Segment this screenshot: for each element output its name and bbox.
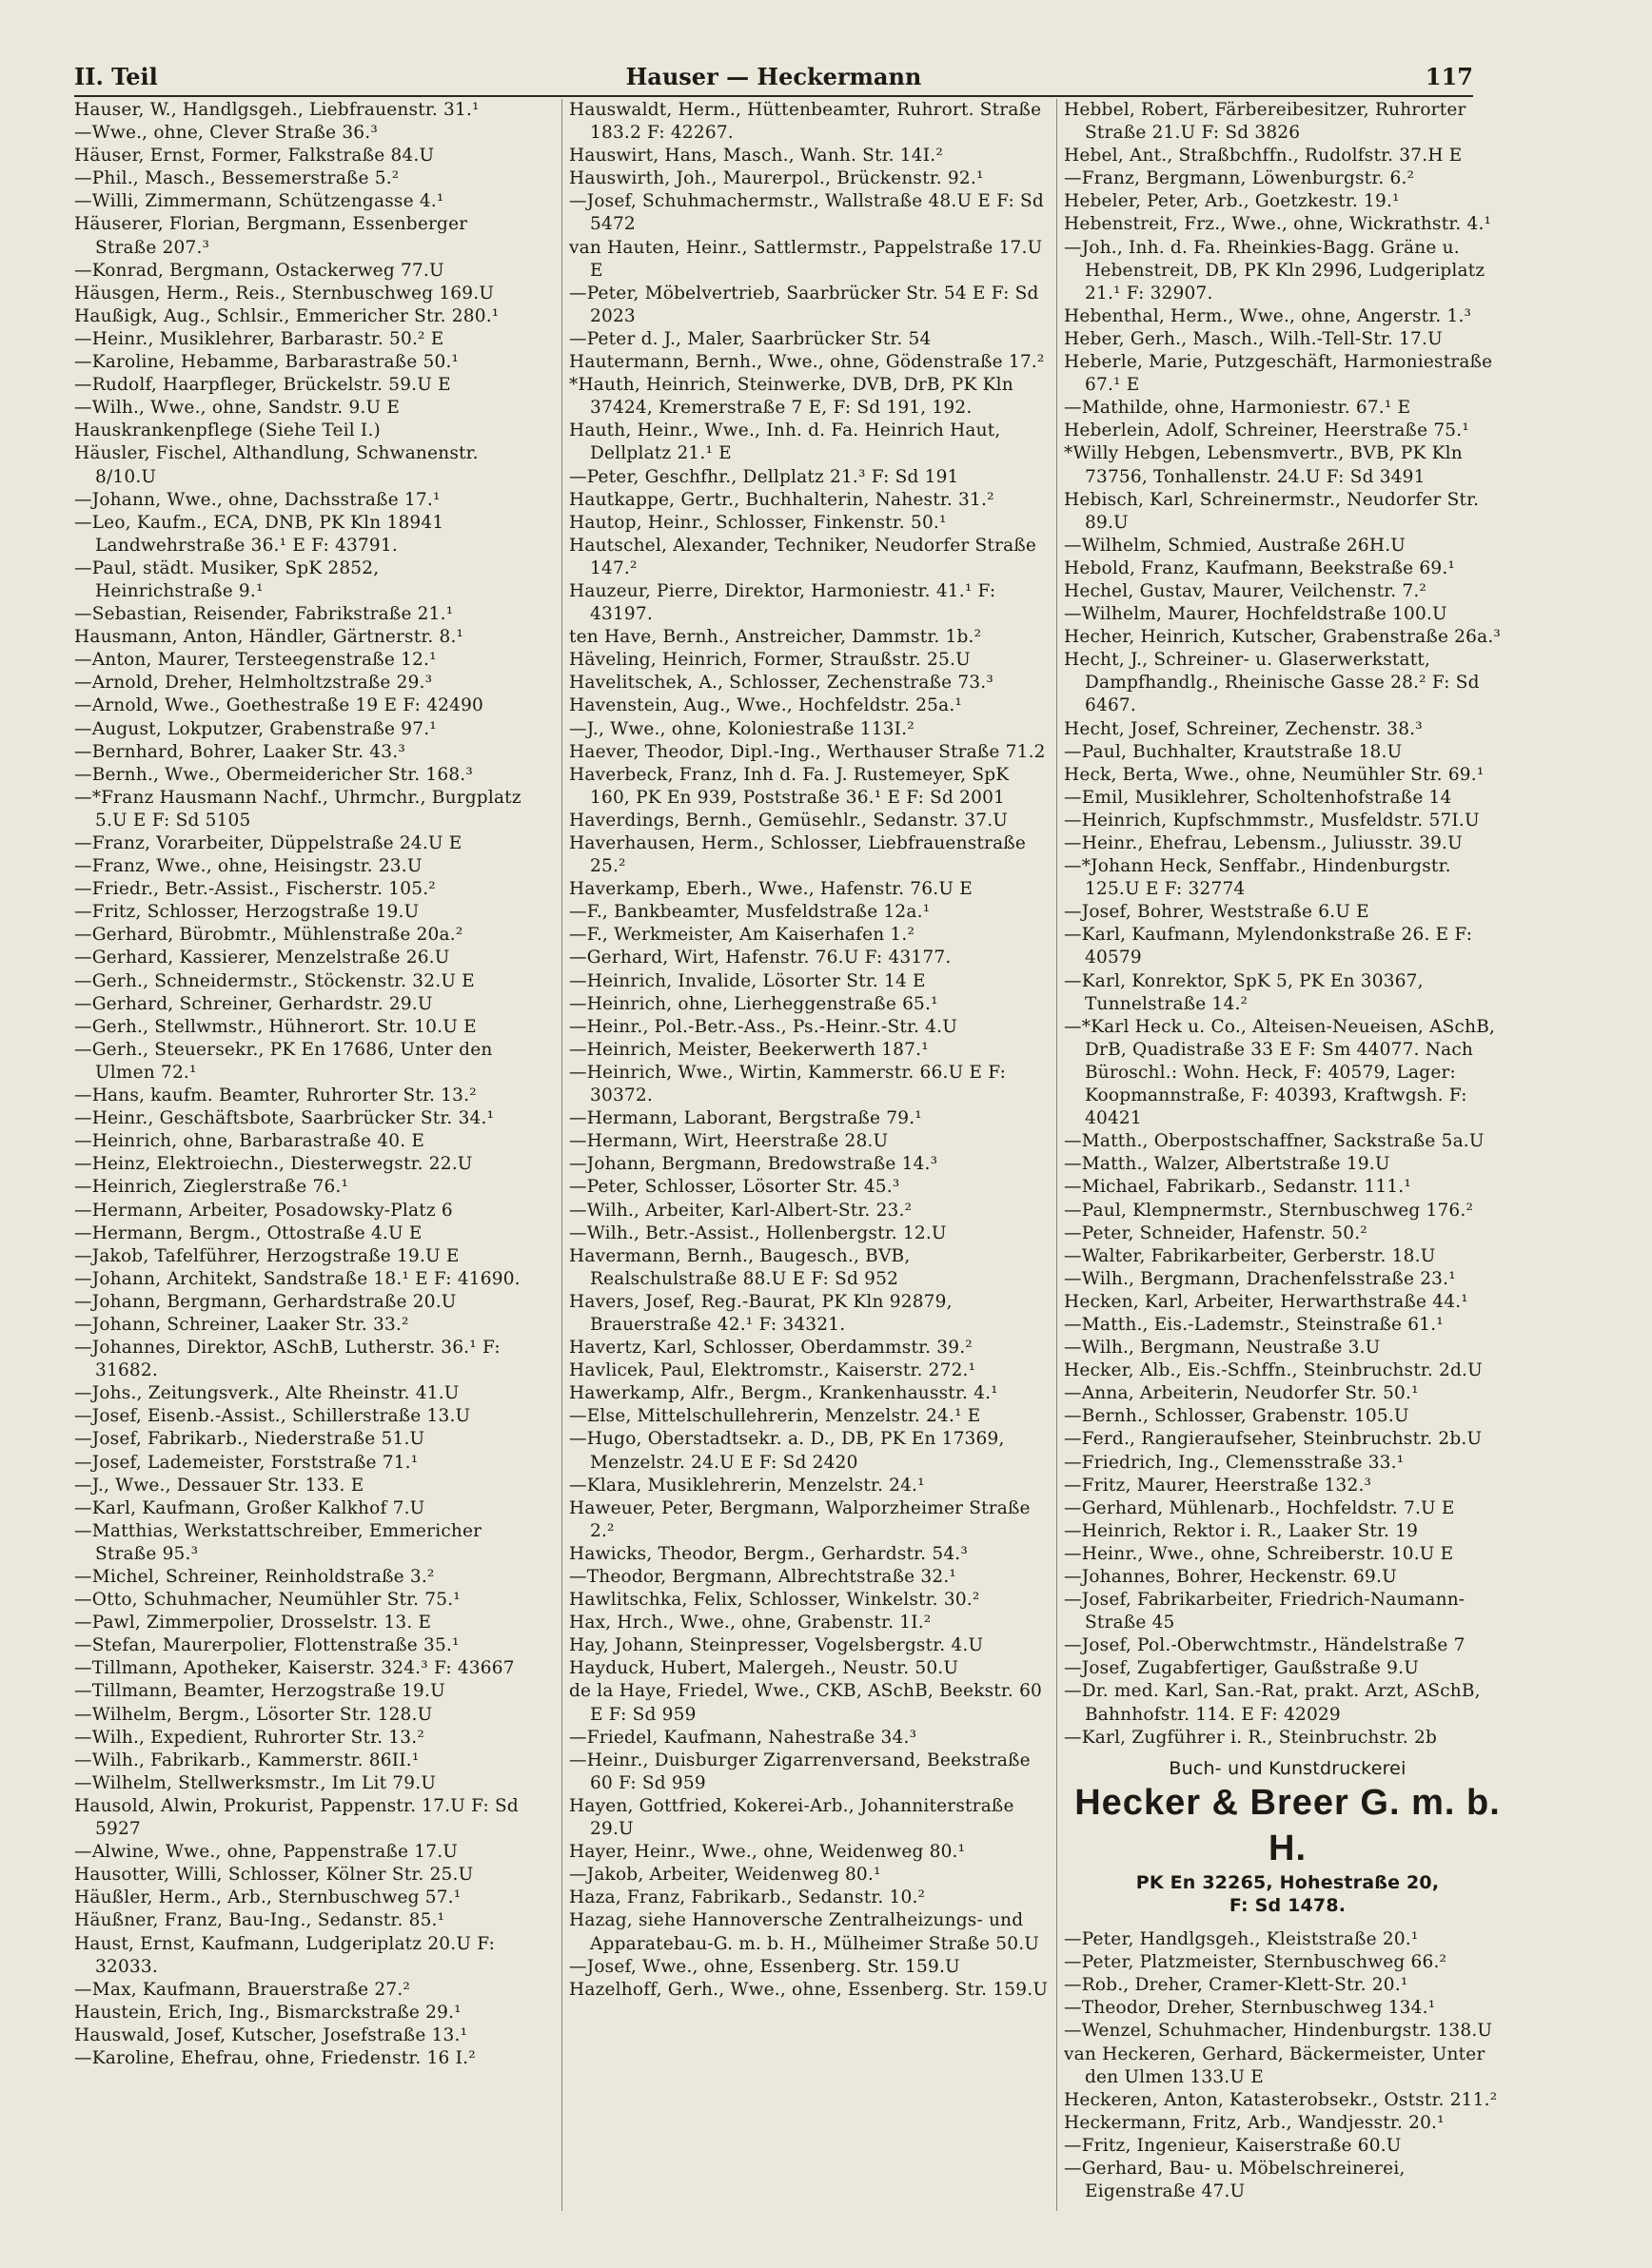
directory-entry: Heberlein, Adolf, Schreiner, Heerstraße 75.¹ — [1064, 420, 1469, 441]
directory-entry: Hazag, siehe Hannoversche Zentralheizungs- und Apparatebau-G. m. b. H., Mülheimer Straße 50.U — [569, 1910, 1040, 1954]
directory-entry: —Heinr., Pol.-Betr.-Ass., Ps.-Heinr.-Str. 4.U — [569, 1016, 958, 1037]
directory-entry: —Fritz, Schlosser, Herzogstraße 19.U — [74, 902, 420, 923]
column-3-entries — [1064, 99, 1511, 1750]
directory-entry: —Hermann, Wirt, Heerstraße 28.U — [569, 1131, 889, 1152]
directory-entry: —Michel, Schreiner, Reinholdstraße 3.² — [74, 1567, 435, 1587]
directory-entry: Hazelhoff, Gerh., Wwe., ohne, Essenberg. Str. 159.U — [569, 1979, 1049, 2000]
directory-entry: —Friedrich, Ing., Clemensstraße 33.¹ — [1064, 1452, 1405, 1473]
directory-entry: —Stefan, Maurerpolier, Flottenstraße 35.¹ — [74, 1635, 460, 1656]
directory-entry: —Max, Kaufmann, Brauerstraße 27.² — [74, 1979, 411, 2000]
directory-entry: —Jakob, Tafelführer, Herzogstraße 19.U E — [74, 1245, 460, 1266]
directory-entry: Hecht, J., Schreiner- u. Glaserwerkstatt, Dampfhandlg., Rheinische Gasse 28.² F: Sd 6467. — [1064, 650, 1480, 716]
directory-entry: Hausold, Alwin, Prokurist, Pappenstr. 17.U F: Sd 5927 — [74, 1795, 519, 1840]
directory-entry: —Heinrich, Meister, Beekerwerth 187.¹ — [569, 1039, 929, 1060]
directory-entry: —Joh., Inh. d. Fa. Rheinkies-Bagg. Gräne u. Hebenstreit, DB, PK Kln 2996, Ludgeriplatz 21.¹ F: 32907. — [1064, 237, 1485, 303]
directory-entry: —*Franz Hausmann Nachf., Uhrmchr., Burgplatz 5.U E F: Sd 5105 — [74, 787, 521, 831]
directory-entry: —Sebastian, Reisender, Fabrikstraße 21.¹ — [74, 604, 454, 625]
directory-entry: —Wilh., Bergmann, Drachenfelsstraße 23.¹ — [1064, 1268, 1456, 1289]
directory-entry: Hautermann, Bernh., Wwe., ohne, Gödenstraße 17.² — [569, 352, 1045, 373]
directory-entry: —Josef, Fabrikarbeiter, Friedrich-Naumann-Straße 45 — [1064, 1590, 1465, 1633]
directory-entry: Hebeler, Peter, Arb., Goetzkestr. 19.¹ — [1064, 191, 1400, 212]
directory-entry: —Matth., Oberpostschaffner, Sackstraße 5a.U — [1064, 1131, 1485, 1152]
directory-entry: —Dr. med. Karl, San.-Rat, prakt. Arzt, ASchB, Bahnhofstr. 114. E F: 42029 — [1064, 1681, 1481, 1725]
directory-entry: Hecher, Heinrich, Kutscher, Grabenstraße 26a.³ — [1064, 627, 1502, 648]
directory-entry: Hauswirth, Joh., Maurerpol., Brückenstr. 92.¹ — [569, 168, 984, 189]
directory-entry: Havertz, Karl, Schlosser, Oberdammstr. 39.² — [569, 1338, 973, 1359]
directory-entry: Häußner, Franz, Bau-Ing., Sedanstr. 85.¹ — [74, 1910, 445, 1931]
directory-entry: —Heinr., Wwe., ohne, Schreiberstr. 10.U E — [1064, 1543, 1454, 1564]
directory-entry: Hawlitschka, Felix, Schlosser, Winkelstr. 30.² — [569, 1590, 980, 1611]
directory-entry: —Hermann, Laborant, Bergstraße 79.¹ — [569, 1108, 922, 1129]
directory-entry: Hechel, Gustav, Maurer, Veilchenstr. 7.² — [1064, 580, 1427, 601]
directory-entry: —Heinrich, Zieglerstraße 76.¹ — [74, 1177, 349, 1198]
directory-entry: Hauswaldt, Herm., Hüttenbeamter, Ruhrort. Straße 183.2 F: 42267. — [569, 100, 1042, 144]
directory-entry: Haust, Ernst, Kaufmann, Ludgeriplatz 20.U F: 32033. — [74, 1933, 496, 1977]
directory-entry: Häusler, Fischel, Althandlung, Schwanenstr. 8/10.U — [74, 443, 479, 487]
directory-entry: —J., Wwe., ohne, Koloniestraße 113I.² — [569, 718, 914, 739]
advert-line-3: PK En 32265, Hohestraße 20, — [1135, 1871, 1440, 1893]
directory-entry: —Karl, Zugführer i. R., Steinbruchstr. 2b — [1064, 1727, 1438, 1748]
directory-entry: —Heinz, Elektroiechn., Diesterwegstr. 22.U — [74, 1154, 473, 1175]
directory-entry: —Johs., Zeitungsverk., Alte Rheinstr. 41.U — [74, 1383, 460, 1404]
directory-entry: —Willi, Zimmermann, Schützengasse 4.¹ — [74, 191, 444, 212]
directory-entry: —Wilh., Arbeiter, Karl-Albert-Str. 23.² — [569, 1200, 913, 1221]
directory-entry: —Johann, Architekt, Sandstraße 18.¹ E F: 41690. — [74, 1268, 521, 1289]
directory-entry: Haverdings, Bernh., Gemüsehlr., Sedanstr. 37.U — [569, 810, 1009, 831]
directory-entry: —Pawl, Zimmerpolier, Drosselstr. 13. E — [74, 1613, 432, 1633]
directory-entry: —Theodor, Bergmann, Albrechtstraße 32.¹ — [569, 1567, 957, 1587]
directory-entry: —Josef, Fabrikarb., Niederstraße 51.U — [74, 1429, 425, 1450]
directory-entry: —Paul, Buchhalter, Krautstraße 18.U — [1064, 741, 1403, 762]
directory-entry: —Peter, Schlosser, Lösorter Str. 45.³ — [569, 1177, 900, 1198]
directory-entry: —Karl, Kaufmann, Mylendonkstraße 26. E F: 40579 — [1064, 925, 1473, 968]
directory-entry: —Matth., Walzer, Albertstraße 19.U — [1064, 1154, 1390, 1175]
directory-entry: —*Johann Heck, Senffabr., Hindenburgstr. 125.U E F: 32774 — [1064, 856, 1451, 900]
directory-entry: —Tillmann, Apotheker, Kaiserstr. 324.³ F: 43667 — [74, 1658, 515, 1679]
directory-entry: —Johannes, Bohrer, Heckenstr. 69.U — [1064, 1567, 1397, 1587]
directory-entry: —Matthias, Werkstattschreiber, Emmericher Straße 95.³ — [74, 1520, 482, 1564]
section-label: II. Teil — [74, 63, 158, 90]
directory-entry: Hayer, Heinr., Wwe., ohne, Weidenweg 80.¹ — [569, 1842, 966, 1863]
directory-entry: —Ferd., Rangieraufseher, Steinbruchstr. 2b.U — [1064, 1429, 1483, 1450]
directory-entry: —Josef, Bohrer, Weststraße 6.U E — [1064, 902, 1369, 923]
directory-entry: Hawicks, Theodor, Bergm., Gerhardstr. 54.³ — [569, 1543, 968, 1564]
directory-entry: —Michael, Fabrikarb., Sedanstr. 111.¹ — [1064, 1177, 1411, 1198]
directory-entry: —Hermann, Arbeiter, Posadowsky-Platz 6 — [74, 1200, 453, 1221]
directory-entry: —Gerhard, Bürobmtr., Mühlenstraße 20a.² — [74, 925, 463, 946]
directory-entry: —Franz, Wwe., ohne, Heisingstr. 23.U — [74, 856, 423, 877]
directory-entry: —Johann, Bergmann, Gerhardstraße 20.U — [74, 1291, 457, 1312]
directory-entry: —Franz, Bergmann, Löwenburgstr. 6.² — [1064, 168, 1415, 189]
directory-entry: —Wwe., ohne, Clever Straße 36.³ — [74, 123, 378, 144]
directory-entry: —Wilhelm, Maurer, Hochfeldstraße 100.U — [1064, 604, 1447, 625]
directory-entry: —Bernh., Wwe., Obermeidericher Str. 168.³ — [74, 764, 473, 785]
directory-entry: Havenstein, Aug., Wwe., Hochfeldstr. 25a.¹ — [569, 695, 963, 716]
directory-entry: —Gerhard, Bau- u. Möbelschreinerei, Eigenstraße 47.U — [1064, 2158, 1406, 2202]
directory-entry: Heckeren, Anton, Katasterobsekr., Oststr. 211.² — [1064, 2089, 1498, 2110]
directory-entry: —Peter, Platzmeister, Sternbuschweg 66.² — [1064, 1952, 1447, 1973]
directory-entry: —Wilh., Bergmann, Neustraße 3.U — [1064, 1338, 1381, 1359]
directory-entry: —Heinr., Geschäftsbote, Saarbrücker Str. 34.¹ — [74, 1108, 495, 1129]
directory-entry: —Wilh., Wwe., ohne, Sandstr. 9.U E — [74, 398, 401, 419]
directory-entry: —Josef, Zugabfertiger, Gaußstraße 9.U — [1064, 1658, 1419, 1679]
directory-entry: —Peter d. J., Maler, Saarbrücker Str. 54 — [569, 328, 932, 349]
directory-entry: Häußler, Herm., Arb., Sternbuschweg 57.¹ — [74, 1887, 462, 1908]
directory-entry: —Heinr., Ehefrau, Lebensm., Juliusstr. 39.U — [1064, 833, 1463, 853]
directory-entry: —Josef, Eisenb.-Assist., Schillerstraße 13.U — [74, 1406, 471, 1427]
directory-entry: —Anna, Arbeiterin, Neudorfer Str. 50.¹ — [1064, 1383, 1419, 1404]
directory-entry: —Heinrich, Kupfschmmstr., Musfeldstr. 57I.U — [1064, 810, 1480, 831]
directory-entry: Heberle, Marie, Putzgeschäft, Harmoniestraße 67.¹ E — [1064, 352, 1493, 396]
directory-entry: Hautop, Heinr., Schlosser, Finkenstr. 50.¹ — [569, 512, 947, 533]
directory-entry: —Johann, Bergmann, Bredowstraße 14.³ — [569, 1154, 938, 1175]
advert-line-4: F: Sd 1478. — [1229, 1894, 1347, 1916]
directory-entry: —Phil., Masch., Bessemerstraße 5.² — [74, 168, 400, 189]
directory-entry: —Theodor, Dreher, Sternbuschweg 134.¹ — [1064, 1998, 1436, 2019]
printer-advertisement — [1064, 1757, 1511, 1917]
advert-company-name: Hecker & Breer G. m. b. H. — [1074, 1782, 1501, 1868]
directory-entry: van Hauten, Heinr., Sattlermstr., Pappelstraße 17.U E — [569, 237, 1043, 281]
directory-entry: Haustein, Erich, Ing., Bismarckstraße 29.¹ — [74, 2002, 462, 2023]
directory-entry: Havers, Josef, Reg.-Baurat, PK Kln 92879, Brauerstraße 42.¹ F: 34321. — [569, 1291, 953, 1335]
directory-entry: —Anton, Maurer, Tersteegenstraße 12.¹ — [74, 650, 437, 671]
directory-entry: —Peter, Möbelvertrieb, Saarbrücker Str. 54 E F: Sd 2023 — [569, 283, 1039, 326]
directory-entry: Havelitschek, A., Schlosser, Zechenstraße 73.³ — [569, 673, 994, 694]
directory-entry: —Klara, Musiklehrerin, Menzelstr. 24.¹ — [569, 1475, 925, 1496]
directory-entry: Hecht, Josef, Schreiner, Zechenstr. 38.³ — [1064, 718, 1423, 739]
directory-entry: —Josef, Schuhmachermstr., Wallstraße 48.U E F: Sd 5472 — [569, 191, 1044, 235]
directory-entry: Heber, Gerh., Masch., Wilh.-Tell-Str. 17.U — [1064, 328, 1443, 349]
directory-entry: de la Haye, Friedel, Wwe., CKB, ASchB, Beekstr. 60 E F: Sd 959 — [569, 1681, 1043, 1725]
directory-entry: —Jakob, Arbeiter, Weidenweg 80.¹ — [569, 1865, 881, 1886]
directory-entry: Hayduck, Hubert, Malergeh., Neustr. 50.U — [569, 1658, 959, 1679]
directory-entry: —Otto, Schuhmacher, Neumühler Str. 75.¹ — [74, 1590, 461, 1611]
directory-entry: —Heinr., Musiklehrer, Barbarastr. 50.² E — [74, 328, 444, 349]
directory-entry: —Wilhelm, Bergm., Lösorter Str. 128.U — [74, 1704, 433, 1725]
directory-entry: —Johann, Schreiner, Laaker Str. 33.² — [74, 1314, 409, 1335]
directory-entry: Haweuer, Peter, Bergmann, Walporzheimer Straße 2.² — [569, 1497, 1031, 1541]
directory-entry: Hebold, Franz, Kaufmann, Beekstraße 69.¹ — [1064, 557, 1456, 578]
directory-entry: —Heinrich, Rektor i. R., Laaker Str. 19 — [1064, 1520, 1419, 1541]
directory-entry: —Heinr., Duisburger Zigarrenversand, Beekstraße 60 F: Sd 959 — [569, 1750, 1031, 1793]
directory-entry: ten Have, Bernh., Anstreicher, Dammstr. 1b.² — [569, 627, 982, 648]
directory-column-1 — [74, 99, 521, 2211]
directory-entry: Hebenstreit, Frz., Wwe., ohne, Wickrathstr. 4.¹ — [1064, 214, 1492, 235]
column-divider — [1056, 99, 1057, 2211]
directory-entry: —Leo, Kaufm., ECA, DNB, PK Kln 18941 Landwehrstraße 36.¹ E F: 43791. — [74, 512, 444, 556]
directory-entry: —Gerhard, Mühlenarb., Hochfeldstr. 7.U E — [1064, 1497, 1455, 1518]
directory-entry: —Friedr., Betr.-Assist., Fischerstr. 105.² — [74, 879, 436, 900]
directory-entry: —Josef, Wwe., ohne, Essenberg. Str. 159.U — [569, 1956, 960, 1977]
directory-entry: Hausotter, Willi, Schlosser, Kölner Str. 25.U — [74, 1865, 474, 1886]
directory-entry: —Bernhard, Bohrer, Laaker Str. 43.³ — [74, 741, 405, 762]
directory-entry: —Paul, städt. Musiker, SpK 2852, Heinrichstraße 9.¹ — [74, 557, 380, 601]
directory-entry: Hebel, Ant., Straßbchffn., Rudolfstr. 37.H E — [1064, 146, 1463, 166]
directory-entry: Haever, Theodor, Dipl.-Ing., Werthauser Straße 71.2 — [569, 741, 1046, 762]
directory-entry: Heck, Berta, Wwe., ohne, Neumühler Str. 69.¹ — [1064, 764, 1485, 785]
directory-entry: —Peter, Geschfhr., Dellplatz 21.³ F: Sd 191 — [569, 466, 959, 487]
directory-entry: van Heckeren, Gerhard, Bäckermeister, Unter den Ulmen 133.U E — [1064, 2043, 1485, 2087]
directory-entry: —Emil, Musiklehrer, Scholtenhofstraße 14 — [1064, 787, 1452, 808]
directory-entry: Haverbeck, Franz, Inh d. Fa. J. Rustemeyer, SpK 160, PK En 939, Poststraße 36.¹ E F: Sd 2001 — [569, 764, 1010, 808]
directory-entry: —Karoline, Hebamme, Barbarastraße 50.¹ — [74, 352, 460, 373]
directory-entry: —Arnold, Dreher, Helmholtzstraße 29.³ — [74, 673, 433, 694]
directory-entry: —Mathilde, ohne, Harmoniestr. 67.¹ E — [1064, 398, 1411, 419]
directory-entry: —Josef, Lademeister, Forststraße 71.¹ — [74, 1452, 419, 1473]
directory-entry: Havermann, Bernh., Baugesch., BVB, Realschulstraße 88.U E F: Sd 952 — [569, 1245, 911, 1289]
column-divider — [561, 99, 562, 2211]
directory-entry: *Hauth, Heinrich, Steinwerke, DVB, DrB, PK Kln 37424, Kremerstraße 7 E, F: Sd 191, 192. — [569, 375, 1013, 419]
directory-entry: —Rob., Dreher, Cramer-Klett-Str. 20.¹ — [1064, 1975, 1408, 1996]
directory-entry: —Gerhard, Kassierer, Menzelstraße 26.U — [74, 948, 450, 968]
directory-entry: —Heinrich, ohne, Barbarastraße 40. E — [74, 1131, 425, 1152]
directory-entry: Hauth, Heinr., Wwe., Inh. d. Fa. Heinrich Haut, Dellplatz 21.¹ E — [569, 420, 1001, 464]
directory-entry: —Alwine, Wwe., ohne, Pappenstraße 17.U — [74, 1842, 459, 1863]
directory-entry: —F., Bankbeamter, Musfeldstraße 12a.¹ — [569, 902, 931, 923]
directory-entry: —Johann, Wwe., ohne, Dachsstraße 17.¹ — [74, 489, 441, 510]
page-number: 117 — [1425, 63, 1473, 90]
directory-entry: Havlicek, Paul, Elektromstr., Kaiserstr. 272.¹ — [569, 1360, 976, 1381]
advert-line-1: Buch- und Kunstdruckerei — [1169, 1757, 1406, 1779]
directory-entry: Häveling, Heinrich, Former, Straußstr. 25.U — [569, 650, 971, 671]
directory-entry: —Gerhard, Wirt, Hafenstr. 76.U F: 43177. — [569, 948, 952, 968]
directory-entry: *Willy Hebgen, Lebensmvertr., BVB, PK Kln 73756, Tonhallenstr. 24.U F: Sd 3491 — [1064, 443, 1463, 487]
directory-entry: Hebenthal, Herm., Wwe., ohne, Angerstr. 1.³ — [1064, 305, 1472, 326]
directory-entry: Hauser, W., Handlgsgeh., Liebfrauenstr. 31.¹ — [74, 100, 480, 120]
directory-entry: Haußigk, Aug., Schlsir., Emmericher Str. 280.¹ — [74, 305, 500, 326]
directory-entry: —Bernh., Schlosser, Grabenstr. 105.U — [1064, 1406, 1409, 1427]
directory-entry: —Matth., Eis.-Lademstr., Steinstraße 61.¹ — [1064, 1314, 1444, 1335]
directory-entry: —Paul, Klempnermstr., Sternbuschweg 176.² — [1064, 1200, 1474, 1221]
directory-entry: —Arnold, Wwe., Goethestraße 19 E F: 42490 — [74, 695, 484, 716]
directory-entry: —Wilh., Fabrikarb., Kammerstr. 86II.¹ — [74, 1750, 420, 1770]
directory-entry: —Walter, Fabrikarbeiter, Gerberstr. 18.U — [1064, 1245, 1436, 1266]
directory-entry: —August, Lokputzer, Grabenstraße 97.¹ — [74, 718, 437, 739]
directory-entry: Hawerkamp, Alfr., Bergm., Krankenhausstr. 4.¹ — [569, 1383, 998, 1404]
directory-entry: —F., Werkmeister, Am Kaiserhafen 1.² — [569, 925, 915, 946]
directory-entry: —Tillmann, Beamter, Herzogstraße 19.U — [74, 1681, 445, 1702]
directory-entry: —Gerh., Schneidermstr., Stöckenstr. 32.U E — [74, 970, 475, 991]
directory-entry: —Peter, Handlgsgeh., Kleiststraße 20.¹ — [1064, 1929, 1419, 1950]
directory-entry: —Hermann, Bergm., Ottostraße 4.U E — [74, 1222, 423, 1243]
column-3-entries-after-advert — [1064, 1928, 1511, 2203]
directory-entry: —Wilh., Expedient, Ruhrorter Str. 13.² — [74, 1727, 424, 1748]
directory-entry: —Wilhelm, Stellwerksmstr., Im Lit 79.U — [74, 1772, 437, 1793]
page-header — [74, 57, 1473, 95]
directory-entry: Hecken, Karl, Arbeiter, Herwarthstraße 44.¹ — [1064, 1291, 1468, 1312]
directory-entry: —Fritz, Maurer, Heerstraße 132.³ — [1064, 1475, 1372, 1496]
directory-entry: Häuserer, Florian, Bergmann, Essenberger Straße 207.³ — [74, 214, 468, 258]
directory-entry: Heckermann, Fritz, Arb., Wandjesstr. 20.¹ — [1064, 2112, 1445, 2133]
directory-entry: Hecker, Alb., Eis.-Schffn., Steinbruchstr. 2d.U — [1064, 1360, 1483, 1381]
directory-entry: Hausmann, Anton, Händler, Gärtnerstr. 8.¹ — [74, 627, 464, 648]
directory-entry: Hautschel, Alexander, Techniker, Neudorfer Straße 147.² — [569, 535, 1037, 578]
directory-column-3 — [1064, 99, 1511, 2211]
directory-entry: —Gerh., Steuersekr., PK En 17686, Unter den Ulmen 72.¹ — [74, 1039, 493, 1083]
directory-entry: Hax, Hrch., Wwe., ohne, Grabenstr. 1I.² — [569, 1613, 932, 1633]
directory-entry: —Gerh., Stellwmstr., Hühnerort. Str. 10.U E — [74, 1016, 477, 1037]
directory-entry: —Konrad, Bergmann, Ostackerweg 77.U — [74, 260, 444, 281]
directory-entry: —Gerhard, Schreiner, Gerhardstr. 29.U — [74, 993, 433, 1014]
directory-entry: —Friedel, Kaufmann, Nahestraße 34.³ — [569, 1727, 917, 1748]
directory-entry: Häusgen, Herm., Reis., Sternbuschweg 169.U — [74, 283, 495, 303]
directory-entry: Hauswald, Josef, Kutscher, Josefstraße 13.¹ — [74, 2024, 468, 2045]
header-rule — [74, 95, 1473, 97]
directory-entry: —Heinrich, ohne, Lierheggenstraße 65.¹ — [569, 993, 938, 1014]
directory-entry: Hauskrankenpflege (Siehe Teil I.) — [74, 420, 381, 441]
directory-entry: Hay, Johann, Steinpresser, Vogelsbergstr. 4.U — [569, 1635, 984, 1656]
directory-entry: —*Karl Heck u. Co., Alteisen-Neueisen, ASchB, DrB, Quadistraße 33 E F: Sm 44077. Nach Büroschl.: Wohn. Heck, F: 40579, Lager: Koopmannstraße, F: 40393, Kraftwgsh. F: 40421 — [1064, 1016, 1496, 1129]
directory-entry: —Wilh., Betr.-Assist., Hollenbergstr. 12.U — [569, 1222, 947, 1243]
directory-entry: Hauswirt, Hans, Masch., Wanh. Str. 14I.² — [569, 146, 943, 166]
directory-entry: —Johannes, Direktor, ASchB, Lutherstr. 36.¹ F: 31682. — [74, 1338, 501, 1381]
directory-entry: —Hugo, Oberstadtsekr. a. D., DB, PK En 17369, Menzelstr. 24.U E F: Sd 2420 — [569, 1429, 1005, 1473]
directory-entry: —Karl, Konrektor, SpK 5, PK En 30367, Tunnelstraße 14.² — [1064, 970, 1424, 1014]
directory-entry: Hauzeur, Pierre, Direktor, Harmoniestr. 41.¹ F: 43197. — [569, 580, 996, 625]
directory-entry: Hebbel, Robert, Färbereibesitzer, Ruhrorter Straße 21.U F: Sd 3826 — [1064, 100, 1466, 144]
directory-entry: —Franz, Vorarbeiter, Düppelstraße 24.U E — [74, 833, 462, 853]
directory-entry: Häuser, Ernst, Former, Falkstraße 84.U — [74, 146, 435, 166]
directory-entry: —Else, Mittelschullehrerin, Menzelstr. 24.¹ E — [569, 1406, 981, 1427]
directory-entry: —Heinrich, Invalide, Lösorter Str. 14 E — [569, 970, 926, 991]
directory-entry: —Josef, Pol.-Oberwchtmstr., Händelstraße 7 — [1064, 1635, 1465, 1656]
page-range-title: Hauser — Heckermann — [625, 63, 922, 90]
directory-entry: —Fritz, Ingenieur, Kaiserstraße 60.U — [1064, 2135, 1402, 2156]
directory-entry: Haverkamp, Eberh., Wwe., Hafenstr. 76.U E — [569, 879, 973, 900]
directory-entry: —Hans, kaufm. Beamter, Ruhrorter Str. 13.² — [74, 1085, 477, 1106]
directory-column-2 — [569, 99, 1052, 2211]
directory-entry: Hebisch, Karl, Schreinermstr., Neudorfer Str. 89.U — [1064, 489, 1480, 533]
directory-entry: Haverhausen, Herm., Schlosser, Liebfrauenstraße 25.² — [569, 833, 1027, 877]
directory-entry: —Rudolf, Haarpfleger, Brückelstr. 59.U E — [74, 375, 451, 396]
directory-entry: Hayen, Gottfried, Kokerei-Arb., Johanniterstraße 29.U — [569, 1795, 1014, 1840]
directory-entry: —Wenzel, Schuhmacher, Hindenburgstr. 138.U — [1064, 2021, 1493, 2042]
directory-entry: —Heinrich, Wwe., Wirtin, Kammerstr. 66.U E F: 30372. — [569, 1062, 1007, 1106]
directory-entry: Haza, Franz, Fabrikarb., Sedanstr. 10.² — [569, 1887, 926, 1908]
directory-entry: —Peter, Schneider, Hafenstr. 50.² — [1064, 1222, 1367, 1243]
directory-entry: —Wilhelm, Schmied, Austraße 26H.U — [1064, 535, 1406, 556]
directory-entry: —J., Wwe., Dessauer Str. 133. E — [74, 1475, 364, 1496]
directory-entry: —Karl, Kaufmann, Großer Kalkhof 7.U — [74, 1497, 425, 1518]
directory-entry: —Karoline, Ehefrau, ohne, Friedenstr. 16 I.² — [74, 2047, 476, 2068]
directory-entry: Hautkappe, Gertr., Buchhalterin, Nahestr. 31.² — [569, 489, 994, 510]
